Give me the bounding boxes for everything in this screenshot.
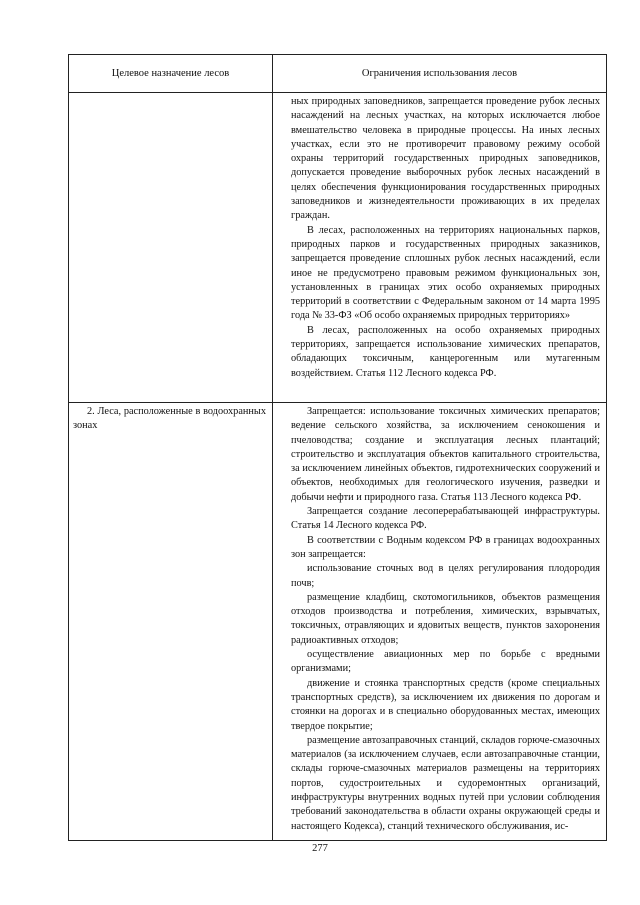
- row2-paragraph: использование сточных вод в целях регулирования плодородия почв;: [291, 563, 600, 589]
- row2-paragraph: движение и стоянка транспортных средств (кроме специальных транспортных средств), за исключением их движения по дорогам и стоянки на дорогах и в специально оборудованных местах, имеющих твердое покрытие;: [291, 677, 600, 732]
- row1-paragraph: В лесах, расположенных на особо охраняемых природных территориях, запрещается использование химических препаратов, обладающих токсичным, канцерогенным или мутагенным воздействием. Статья 112 Лесного кодекса РФ.: [291, 324, 600, 379]
- row1-right-cell: [273, 93, 607, 403]
- row1-left-cell: [69, 93, 273, 403]
- row2-paragraph: Запрещается создание лесоперерабатывающей инфраструктуры. Статья 14 Лесного кодекса РФ.: [291, 506, 600, 532]
- row2-paragraph: размещение автозаправочных станций, складов горюче-смазочных материалов (за исключением случаев, если автозаправочные станции, склады горюче-смазочных материалов размещены на территориях портов, судостроительных и судоремонтных организаций, инфраструктуры внутренних водных путей при условии соблюдения требований законодательства в области охраны окружающей среды и настоящего Кодекса), станций технического обслуживания, ис-: [291, 734, 600, 832]
- row1-paragraph: ных природных заповедников, запрещается проведение рубок лесных насаждений на лесных участках, на которых исключается любое вмешательство человека в природные процессы. На иных лесных участках, если это не противоречит правовому режиму особой охраны территорий государственных природных заповедников, допускается проведение выборочных рубок лесных насаждений в целях обеспечения функционирования государственных природных заповедников и жизнедеятельности проживающих в их пределах граждан.: [291, 96, 600, 222]
- table-row: [69, 93, 607, 403]
- row2-right-cell: [273, 403, 607, 841]
- row2-paragraph: осуществление авиационных мер по борьбе с вредными организмами;: [291, 649, 600, 675]
- row2-paragraph: В соответствии с Водным кодексом РФ в границах водоохранных зон запрещается:: [291, 534, 600, 560]
- header-target-purpose: Целевое назначение лесов: [69, 55, 273, 93]
- table-row: [69, 403, 607, 841]
- row1-paragraph: В лесах, расположенных на территориях национальных парков, природных парков и государственных природных заказников, запрещается проведение сплошных рубок лесных насаждений, если иное не предусмотрено правовым режимом функциональных зон, установленных в границах этих особо охраняемых природных территорий в соответствии с Федеральным законом от 14 марта 1995 года № 33-ФЗ «Об особо охраняемых природных территориях»: [291, 224, 600, 322]
- table-header-row: [69, 55, 607, 93]
- row2-left-cell: [69, 403, 273, 841]
- row2-paragraph: размещение кладбищ, скотомогильников, объектов размещения отходов производства и потребления, химических, взрывчатых, токсичных, отравляющих и ядовитых веществ, пунктов захоронения радиоактивных отходов;: [291, 591, 600, 646]
- row2-left-text: 2. Леса, расположенные в водоохранных зонах: [73, 406, 266, 432]
- row2-paragraph: Запрещается: использование токсичных химических препаратов; ведение сельского хозяйства, за исключением сенокошения и пчеловодства; создание и эксплуатация лесных плантаций; строительство и эксплуатация объектов капитального строительства, за исключением линейных объектов, гидротехнических сооружений и объектов, необходимых для геологического изучения, разведки и добычи нефти и природного газа. Статья 113 Лесного кодекса РФ.: [291, 406, 600, 503]
- header-usage-restrictions: Ограничения использования лесов: [273, 55, 607, 93]
- document-table: [68, 54, 607, 841]
- page-number: 277: [312, 843, 328, 854]
